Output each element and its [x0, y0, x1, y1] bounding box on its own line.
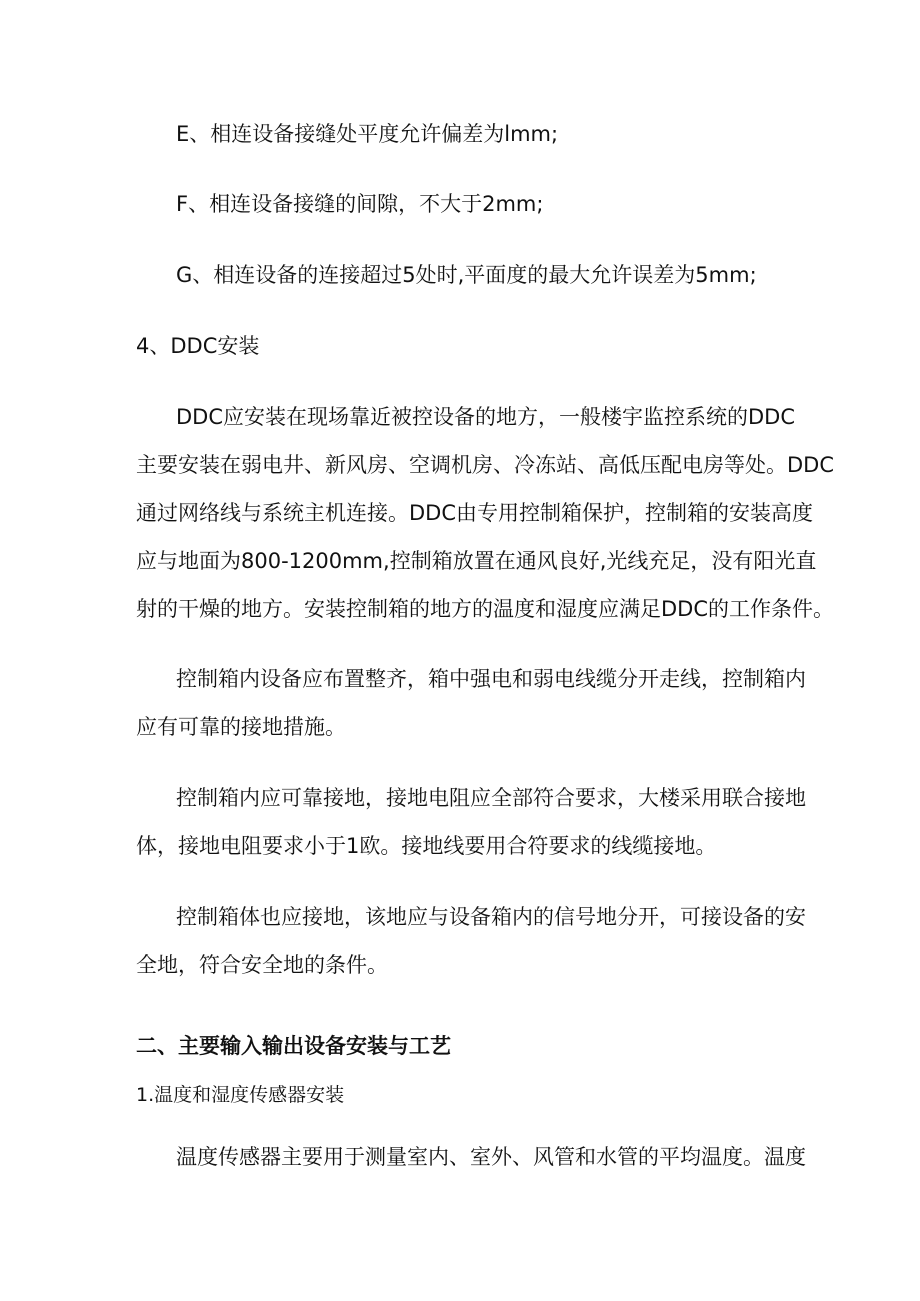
paragraph-line: 控制箱内应可靠接地，接地电阻应全部符合要求，大楼采用联合接地 — [176, 786, 806, 810]
paragraph-line: 应有可靠的接地措施。 — [136, 715, 346, 739]
paragraph-line: 应与地面为800-1200mm,控制箱放置在通风良好,光线充足，没有阳光直 — [136, 549, 817, 573]
paragraph-line: 控制箱内设备应布置整齐，箱中强电和弱电线缆分开走线，控制箱内 — [176, 667, 806, 691]
section-2-heading: 二、主要输入输出设备安装与工艺 — [136, 1034, 451, 1058]
paragraph-line: 温度传感器主要用于测量室内、室外、风管和水管的平均温度。温度 — [176, 1145, 806, 1169]
paragraph-line: 体，接地电阻要求小于1欧。接地线要用合符要求的线缆接地。 — [136, 834, 717, 858]
paragraph-line: 主要安装在弱电井、新风房、空调机房、冷冻站、高低压配电房等处。DDC — [136, 453, 835, 477]
section-4-title: 4、DDC安装 — [136, 334, 260, 358]
paragraph-line: DDC应安装在现场靠近被控设备的地方，一般楼宇监控系统的DDC — [176, 405, 796, 429]
list-item-g: G、相连设备的连接超过5处时,平面度的最大允许误差为5mm; — [176, 263, 757, 287]
list-item-f: F、相连设备接缝的间隙，不大于2mm; — [176, 192, 544, 216]
paragraph-line: 全地，符合安全地的条件。 — [136, 953, 388, 977]
subsection-1-title: 1.温度和湿度传感器安装 — [136, 1084, 345, 1106]
paragraph-line: 通过网络线与系统主机连接。DDC由专用控制箱保护，控制箱的安装高度 — [136, 501, 814, 525]
paragraph-line: 控制箱体也应接地，该地应与设备箱内的信号地分开，可接设备的安 — [176, 905, 806, 929]
list-item-e: E、相连设备接缝处平度允许偏差为lmm; — [176, 122, 559, 146]
paragraph-line: 射的干燥的地方。安装控制箱的地方的温度和湿度应满足DDC的工作条件。 — [136, 597, 835, 621]
